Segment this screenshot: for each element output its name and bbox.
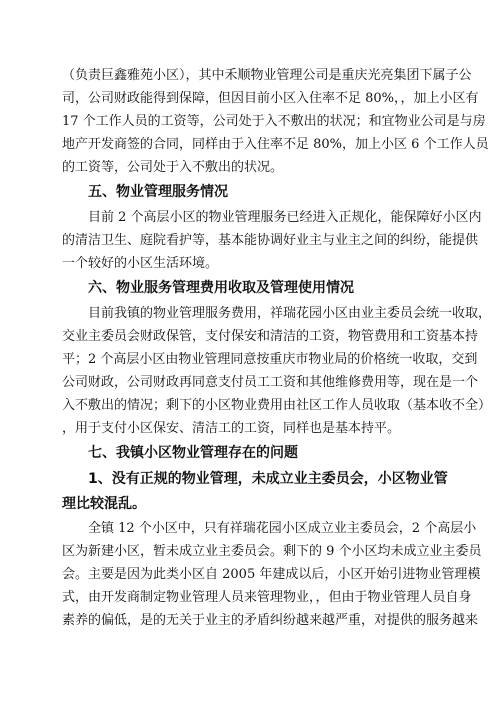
text-line: 地产开发商签的合同，同样由于入住率不足 80%，加上小区 6 个工作人员 (62, 137, 489, 152)
subheading-line: 理比较混乱。 (62, 496, 146, 512)
text-line: 目前 2 个高层小区的物业管理服务已经进入正规化，能保障好小区内 (88, 210, 482, 225)
text-line: 的工资等，公司处于入不敷出的状况。 (62, 160, 284, 175)
text-line: ，用于支付小区保安、清洁工的工资，同样也是基本持平。 (62, 421, 401, 436)
text-line: 平；2 个高层小区由物业管理同意按重庆市物业局的价格统一收取，交到 (62, 352, 478, 367)
section-heading-problems: 七、我镇小区物业管理存在的问题 (88, 445, 298, 461)
text-line: 公司财政，公司财政再同意支付员工工资和其他维修费用等，现在是一个 (62, 375, 479, 390)
text-line: 17 个工作人员的工资等，公司处于入不敷出的状况；和宜物业公司是与房 (62, 114, 486, 129)
document-body (62, 64, 492, 632)
text-line: 会。主要是因为此类小区自 2005 年建成以后，小区开始引进物业管理模 (62, 567, 481, 582)
text-line: 入不敷出的情况；剩下的小区物业费用由社区工作人员收取（基本收不全） (62, 398, 492, 413)
section-heading-fees: 六、物业服务管理费用收取及管理使用情况 (88, 280, 354, 296)
subheading-no-formal-management (62, 467, 448, 517)
text-line: 素养的偏低，是的无关于业主的矛盾纠纷越来越严重，对提供的服务越来 (62, 613, 479, 628)
paragraph-service-status (62, 206, 482, 275)
paragraph-fee-collection (62, 302, 492, 440)
text-line: （负责巨鑫雅苑小区），其中禾顺物业管理公司是重庆光亮集团下属子公 (62, 68, 472, 83)
paragraph-owner-committees (62, 517, 482, 632)
text-line: 全镇 12 个小区中，只有祥瑞花园小区成立业主委员会，2 个高层小 (88, 521, 477, 536)
section-heading-service: 五、物业管理服务情况 (88, 184, 228, 200)
paragraph-property-companies (62, 64, 489, 179)
text-line: 的清洁卫生、庭院看护等，基本能协调好业主与业主之间的纠纷，能提供 (62, 233, 479, 248)
subheading-line: 1、没有正规的物业管理，未成立业主委员会，小区物业管 (88, 471, 448, 487)
text-line: 交业主委员会财政保管，支付保安和清洁的工资，物管费用和工资基本持 (62, 329, 479, 344)
text-line: 式，由开发商制定物业管理人员来管理物业，，但由于物业管理人员自身 (62, 590, 472, 605)
text-line: 一个较好的小区生活环境。 (62, 256, 219, 271)
text-line: 区为新建小区，暂未成立业主委员会。剩下的 9 个小区均未成立业主委员 (62, 544, 482, 559)
text-line: 目前我镇的物业管理服务费用，祥瑞花园小区由业主委员会统一收取， (88, 306, 492, 321)
text-line: 司，公司财政能得到保障，但因目前小区入住率不足 80%，，加上小区有 (62, 91, 479, 106)
